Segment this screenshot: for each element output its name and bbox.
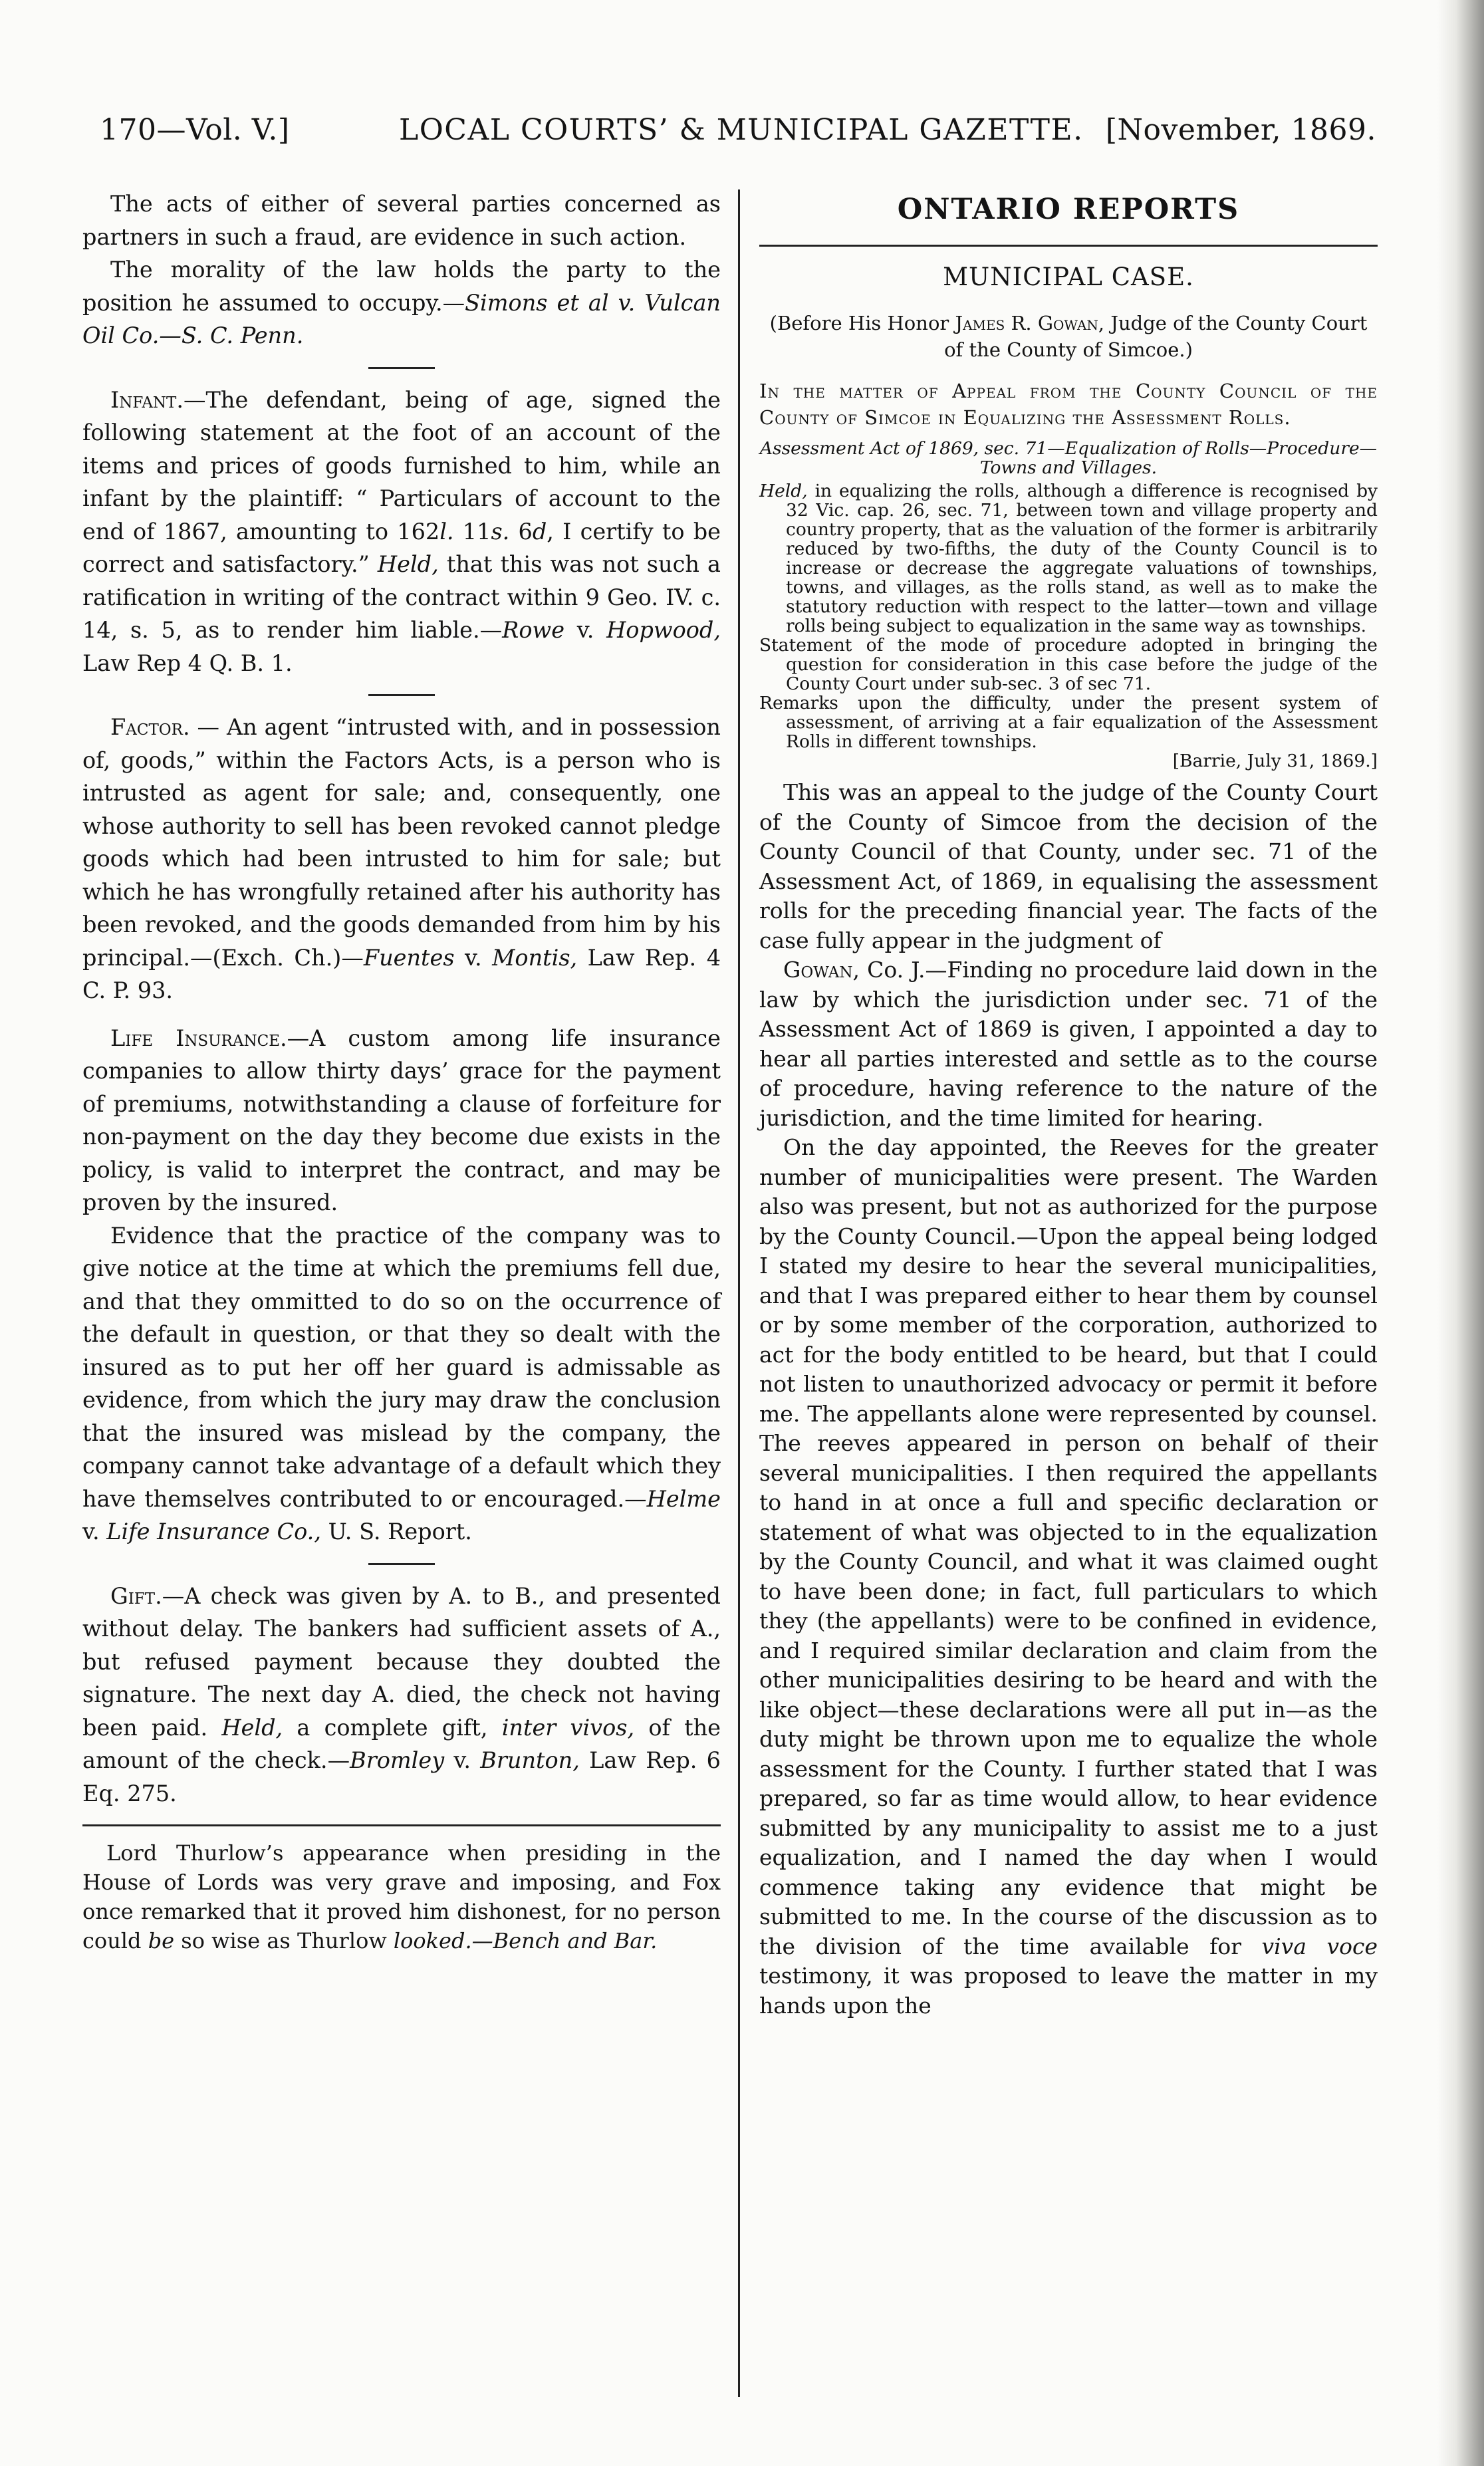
footnote-rule xyxy=(82,1824,721,1826)
section-title: ONTARIO REPORTS xyxy=(897,193,1240,226)
headnote-statement: Statement of the mode of procedure adopted in bringing the question for consideration in this case before the judge of the County Court under sub-sec. 3 of sec 71. xyxy=(759,635,1378,694)
gift-paragraph: Gift.—A check was given by A. to B., and presented without delay. The bankers had sufficient assets of A., but refused payment because they doubted the signature. The next day A. died, the check not having been paid. Held, a complete gift, inter vivos, of the amount of the check.—Bromley v. Brunton, Law Rep. 6 Eq. 275. xyxy=(82,1582,721,1806)
left-column xyxy=(82,187,721,2408)
evidence-paragraph: Evidence that the practice of the company was to give notice at the time at which the premiums fell due, and that they ommitted to do so on the occurrence of the default in question, or that they so dealt with the insured as to put her off her guard is admissable as evidence, from which the jury may draw the conclusion that the insured was mislead by the company, the company cannot take advantage of a default which they have themselves contributed to or encouraged.—Helme v. Life Insurance Co., U. S. Report. xyxy=(82,1222,721,1544)
fraud-paragraph: The acts of either of several parties concerned as partners in such a fraud, are evidence in such action. xyxy=(82,191,721,250)
footnote xyxy=(82,1838,721,1955)
infant-paragraph: Infant.—The defendant, being of age, signed the following statement at the foot of an account of the items and prices of goods furnished to him, while an infant by the plaintiff: “ Particulars of account to the end of 1867, amounting to 162l. 11s. 6d, I certify to be correct and satisfactory.” Held, that this was not such a ratification in writing of the contract within 9 Geo. IV. c. 14, s. 5, as to render him liable.—Rowe v. Hopwood, Law Rep 4 Q. B. 1. xyxy=(82,386,721,676)
section-rule xyxy=(759,245,1378,247)
infant-label: Infant. xyxy=(110,386,184,413)
factor-label: Factor. xyxy=(110,714,190,740)
separator xyxy=(368,367,435,369)
gift-label: Gift. xyxy=(110,1582,162,1609)
headnote-title: Assessment Act of 1869, sec. 71—Equalization of Rolls—Procedure—Towns and Villages. xyxy=(759,438,1378,478)
life-insurance-label: Life Insurance. xyxy=(110,1025,287,1051)
right-column xyxy=(759,187,1378,2408)
judgment-body xyxy=(759,778,1378,2021)
citation: Simons et al v. Vulcan Oil Co.—S. C. Penn. xyxy=(82,289,721,348)
life-insurance-paragraph: Life Insurance.—A custom among life insurance companies to allow thirty days’ grace for the payment of premiums, notwithstanding a clause of forfeiture for non-payment on the day they become due exists in the policy, is valid to interpret the contract, and may be proven by the insured. xyxy=(82,1025,721,1215)
case-type: MUNICIPAL CASE. xyxy=(943,263,1194,291)
journal-title: LOCAL COURTS’ & MUNICIPAL GAZETTE. xyxy=(399,113,1084,147)
judge-name: Gowan, xyxy=(783,957,860,983)
court-line: (Before His Honor James R. Gowan, Judge of the County Court of the County of Simcoe.) xyxy=(769,312,1368,361)
separator xyxy=(368,1563,435,1565)
page-header xyxy=(100,113,1376,166)
morality-paragraph: The morality of the law holds the party to the position he assumed to occupy.—Simons et al v. Vulcan Oil Co.—S. C. Penn. xyxy=(82,257,721,348)
column-divider xyxy=(738,189,740,2397)
issue-date: [November, 1869. xyxy=(1105,113,1376,147)
page-edge xyxy=(1437,0,1484,2466)
separator xyxy=(368,694,435,696)
factor-paragraph: Factor. — An agent “intrusted with, and in possession of, goods,” within the Factors Acts, is a person who is intrusted as agent for sale; and, consequently, one whose authority to sell has been revoked cannot pledge goods which had been intrusted to him for sale; but which he has wrongfully retained after his authority has been revoked, and the goods demanded from him by his principal.—(Exch. Ch.)—Fuentes v. Montis, Law Rep. 4 C. P. 93. xyxy=(82,714,721,1003)
case-title: In the matter of Appeal from the County Council of the County of Simcoe in Equalizing the Assessment Rolls. xyxy=(759,380,1378,429)
case-date: [Barrie, July 31, 1869.] xyxy=(1172,751,1378,771)
intro-paragraph: This was an appeal to the judge of the County Court of the County of Simcoe from the decision of the County Council of that County, under sec. 71 of the Assessment Act, of 1869, in equalising the assessment rolls for the preceding financial year. The facts of the case fully appear in the judgment of xyxy=(759,779,1378,953)
thurlow-anecdote: Lord Thurlow’s appearance when presiding in the House of Lords was very grave and imposing, and Fox once remarked that it proved him dishonest, for no person could be so wise as Thurlow looked.—Bench and Bar. xyxy=(82,1840,721,1953)
headnote-held: Held, in equalizing the rolls, although a difference is recognised by 32 Vic. cap. 26, sec. 71, between town and village property and country property, that as the valuation of the former is arbitrarily reduced by two-fifths, the duty of the County Council is to increase or decrease the aggregate valuations of townships, towns, and villages, as the rolls stand, as well as to make the statutory reduction with respect to the latter—town and village rolls being subject to equalization in the same way as townships. xyxy=(759,481,1378,636)
headnote-remarks: Remarks upon the difficulty, under the present system of assessment, of arriving at a fair equalization of the Assessment Rolls in different townships. xyxy=(759,693,1378,752)
procedure-paragraph: On the day appointed, the Reeves for the greater number of municipalities were present. The Warden also was present, but not as authorized for the purpose by the County Council.—Upon the appeal being lodged I stated my desire to hear the several municipalities, and that I was prepared either to hear them by counsel or by some member of the corporation, authorized to act for the body entitled to be heard, but that I could not listen to unauthorized advocacy or permit it before me. The appellants alone were represented by counsel. The reeves appeared in person on behalf of their several municipalities. I then required the appellants to hand in at once a full and specific declaration or statement of what was objected to in the equalization by the County Council, and what it was claimed ought to have been done; in fact, full particulars to which they (the appellants) were to be confined in evidence, and I required similar declaration and claim from the other municipalities desiring to be heard and with the like object—these declarations were all put in—as the duty might be thrown upon me to equalize the whole assessment for the County. I further stated that I was prepared, so far as time would allow, to hear evidence submitted by any municipality to assist me to a just equalization, and I named the day when I would commence taking any evidence that might be submitted to me. In the course of the discussion as to the division of the time available for viva voce testimony, it was proposed to leave the matter in my hands upon the xyxy=(759,1134,1378,2019)
judgment-paragraph: Gowan, Co. J.—Finding no procedure laid down in the law by which the jurisdiction under sec. 71 of the Assessment Act of 1869 is given, I appointed a day to hear all parties interested and settle as to the course of procedure, having reference to the nature of the jurisdiction, and the time limited for hearing. xyxy=(759,957,1378,1131)
page-number-volume: 170—Vol. V.] xyxy=(100,113,290,147)
